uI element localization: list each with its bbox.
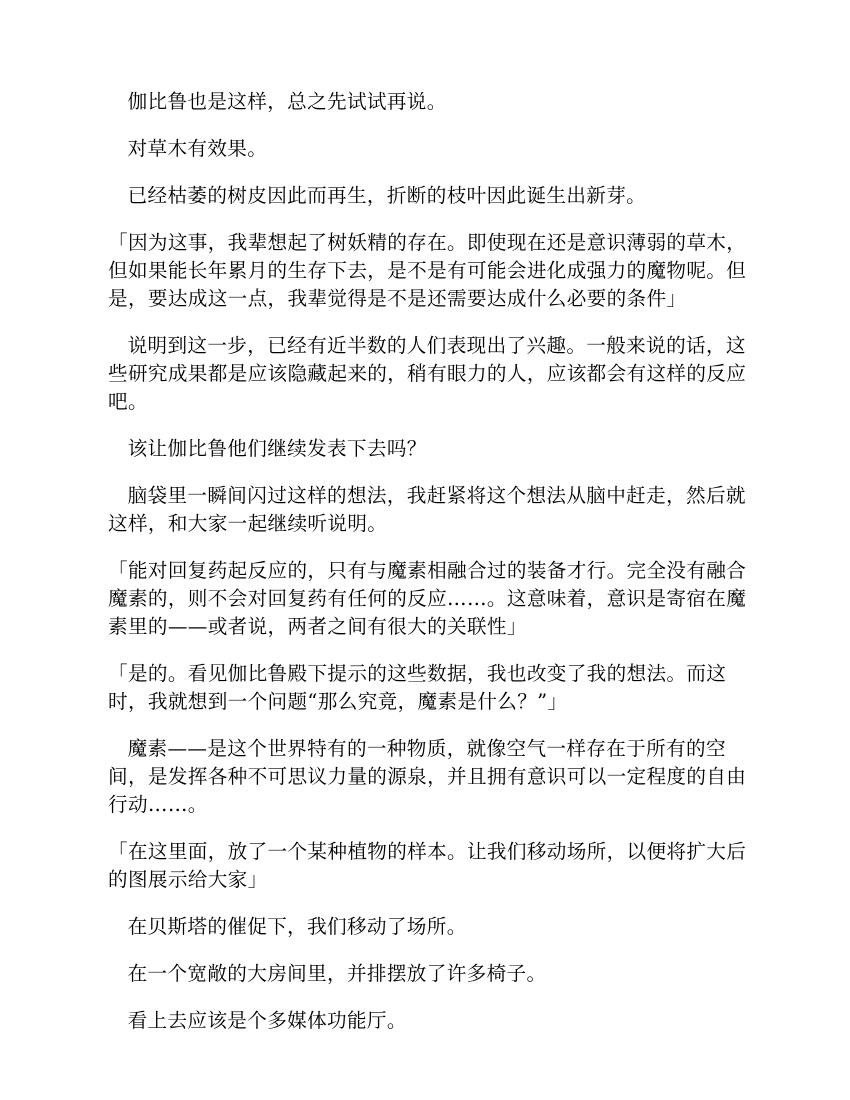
dialogue-paragraph: 「因为这事，我辈想起了树妖精的存在。即使现在还是意识薄弱的草木，但如果能长年累月的生存下去，是不是有可能会进化成强力的魔物呢。但是，要达成这一点，我辈觉得是不是还需要达成什么必要的条件」 — [108, 231, 747, 310]
paragraph: 看上去应该是个多媒体功能厅。 — [127, 1009, 407, 1032]
paragraph: 在一个宽敞的大房间里，并排摆放了许多椅子。 — [127, 962, 547, 985]
paragraph: 在贝斯塔的催促下，我们移动了场所。 — [127, 915, 467, 938]
paragraph: 该让伽比鲁他们继续发表下去吗？ — [127, 437, 427, 460]
paragraph: 已经枯萎的树皮因此而再生，折断的枝叶因此诞生出新芽。 — [127, 184, 647, 207]
document-page — [108, 88, 753, 1054]
paragraph: 脑袋里一瞬间闪过这样的想法，我赶紧将这个想法从脑中赶走，然后就这样，和大家一起继续听说明。 — [108, 484, 746, 535]
paragraph: 对草木有效果。 — [127, 137, 268, 160]
dialogue-paragraph: 「能对回复药起反应的，只有与魔素相融合过的装备才行。完全没有融合魔素的，则不会对回复药有任何的反应……。这意味着，意识是寄宿在魔素里的——或者说，两者之间有很大的关联性」 — [108, 559, 747, 638]
dialogue-paragraph: 「在这里面，放了一个某种植物的样本。让我们移动场所，以便将扩大后的图展示给大家」 — [108, 840, 747, 891]
paragraph: 说明到这一步，已经有近半数的人们表现出了兴趣。一般来说的话，这些研究成果都是应该隐藏起来的，稍有眼力的人，应该都会有这样的反应吧。 — [108, 334, 747, 413]
dialogue-paragraph: 「是的。看见伽比鲁殿下提示的这些数据，我也改变了我的想法。而这时，我就想到一个问题“那么究竟，魔素是什么？”」 — [108, 662, 727, 713]
paragraph: 伽比鲁也是这样，总之先试试再说。 — [127, 90, 447, 113]
paragraph: 魔素——是这个世界特有的一种物质，就像空气一样存在于所有的空间，是发挥各种不可思议力量的源泉，并且拥有意识可以一定程度的自由行动……。 — [108, 737, 747, 816]
